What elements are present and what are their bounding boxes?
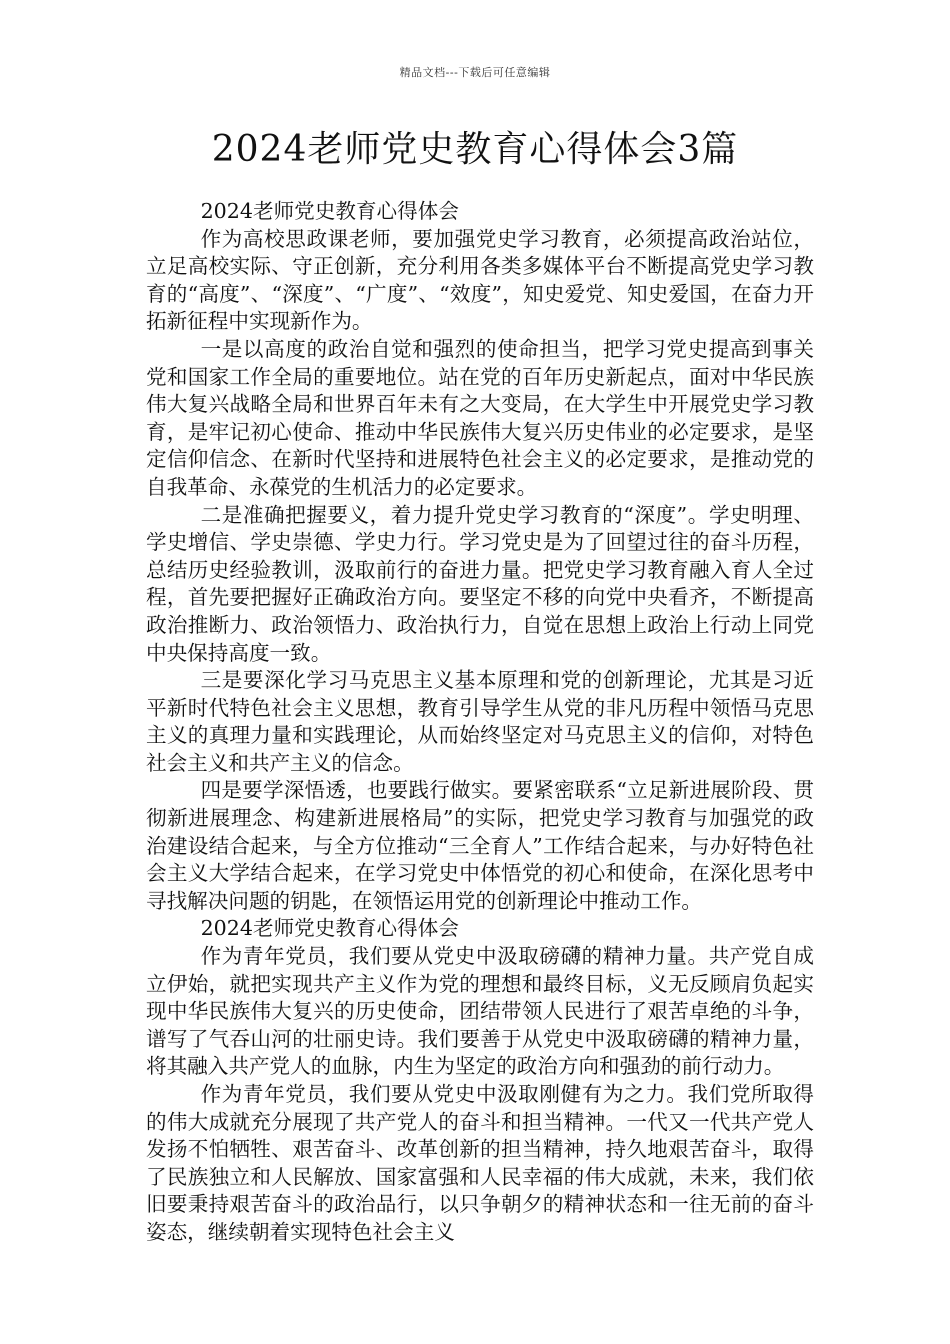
paragraph: 作为青年党员，我们要从党史中汲取磅礴的精神力量。共产党自成立伊始，就把实现共产主义作为党的理想和最终目标，义无反顾肩负起实现中华民族伟大复兴的历史使命，团结带领人民进行了艰苦卓绝的斗争，谱写了气吞山河的壮丽史诗。我们要善于从党史中汲取磅礴的精神力量，将其融入共产党人的血脉，内生为坚定的政治方向和强劲的前行动力。 bbox=[146, 944, 814, 1079]
paragraph: 作为青年党员，我们要从党史中汲取刚健有为之力。我们党所取得的伟大成就充分展现了共产党人的奋斗和担当精神。一代又一代共产党人发扬不怕牺牲、艰苦奋斗、改革创新的担当精神，持久地艰苦奋斗，取得了民族独立和人民解放、国家富强和人民幸福的伟大成就，未来，我们依旧要秉持艰苦奋斗的政治品行，以只争朝夕的精神状态和一往无前的奋斗姿态，继续朝着实现特色社会主义 bbox=[146, 1082, 814, 1244]
document-title: 2024老师党史教育心得体会3篇 bbox=[211, 129, 739, 170]
paragraph: 作为高校思政课老师，要加强党史学习教育，必须提高政治站位，立足高校实际、守正创新，充分利用各类多媒体平台不断提高党史学习教育的“高度”、“深度”、“广度”、“效度”，知史爱党、知史爱国，在奋力开拓新征程中实现新作为。 bbox=[146, 226, 814, 334]
section-heading: 2024老师党史教育心得体会 bbox=[200, 199, 459, 223]
paragraph: 一是以高度的政治自觉和强烈的使命担当，把学习党史提高到事关党和国家工作全局的重要地位。站在党的百年历史新起点，面对中华民族伟大复兴战略全局和世界百年未有之大变局，在大学生中开展党史学习教育，是牢记初心使命、推动中华民族伟大复兴历史伟业的必定要求，是坚定信仰信念、在新时代坚持和进展特色社会主义的必定要求，是推动党的自我革命、永葆党的生机活力的必定要求。 bbox=[146, 336, 814, 499]
paragraph: 三是要深化学习马克思主义基本原理和党的创新理论，尤其是习近平新时代特色社会主义思想，教育引导学生从党的非凡历程中领悟马克思主义的真理力量和实践理论，从而始终坚定对马克思主义的信仰，对特色社会主义和共产主义的信念。 bbox=[146, 668, 814, 775]
page-header-note: 精品文档---下载后可任意编辑 bbox=[399, 66, 551, 79]
section-heading: 2024老师党史教育心得体会 bbox=[200, 916, 459, 941]
document-body bbox=[146, 198, 814, 1247]
paragraph: 四是要学深悟透，也要践行做实。要紧密联系“立足新进展阶段、贯彻新进展理念、构建新进展格局”的实际，把党史学习教育与加强党的政治建设结合起来，与全方位推动“三全育人”工作结合起来，与办好特色社会主义大学结合起来，在学习党史中体悟党的初心和使命，在深化思考中寻找解决问题的钥匙，在领悟运用党的创新理论中推动工作。 bbox=[146, 778, 814, 913]
paragraph: 二是准确把握要义，着力提升党史学习教育的“深度”。学史明理、学史增信、学史崇德、学史力行。学习党史是为了回望过往的奋斗历程，总结历史经验教训，汲取前行的奋进力量。把党史学习教育融入育人全过程，首先要把握好正确政治方向。要坚定不移的向党中央看齐，不断提高政治推断力、政治领悟力、政治执行力，自觉在思想上政治上行动上同党中央保持高度一致。 bbox=[146, 502, 814, 665]
